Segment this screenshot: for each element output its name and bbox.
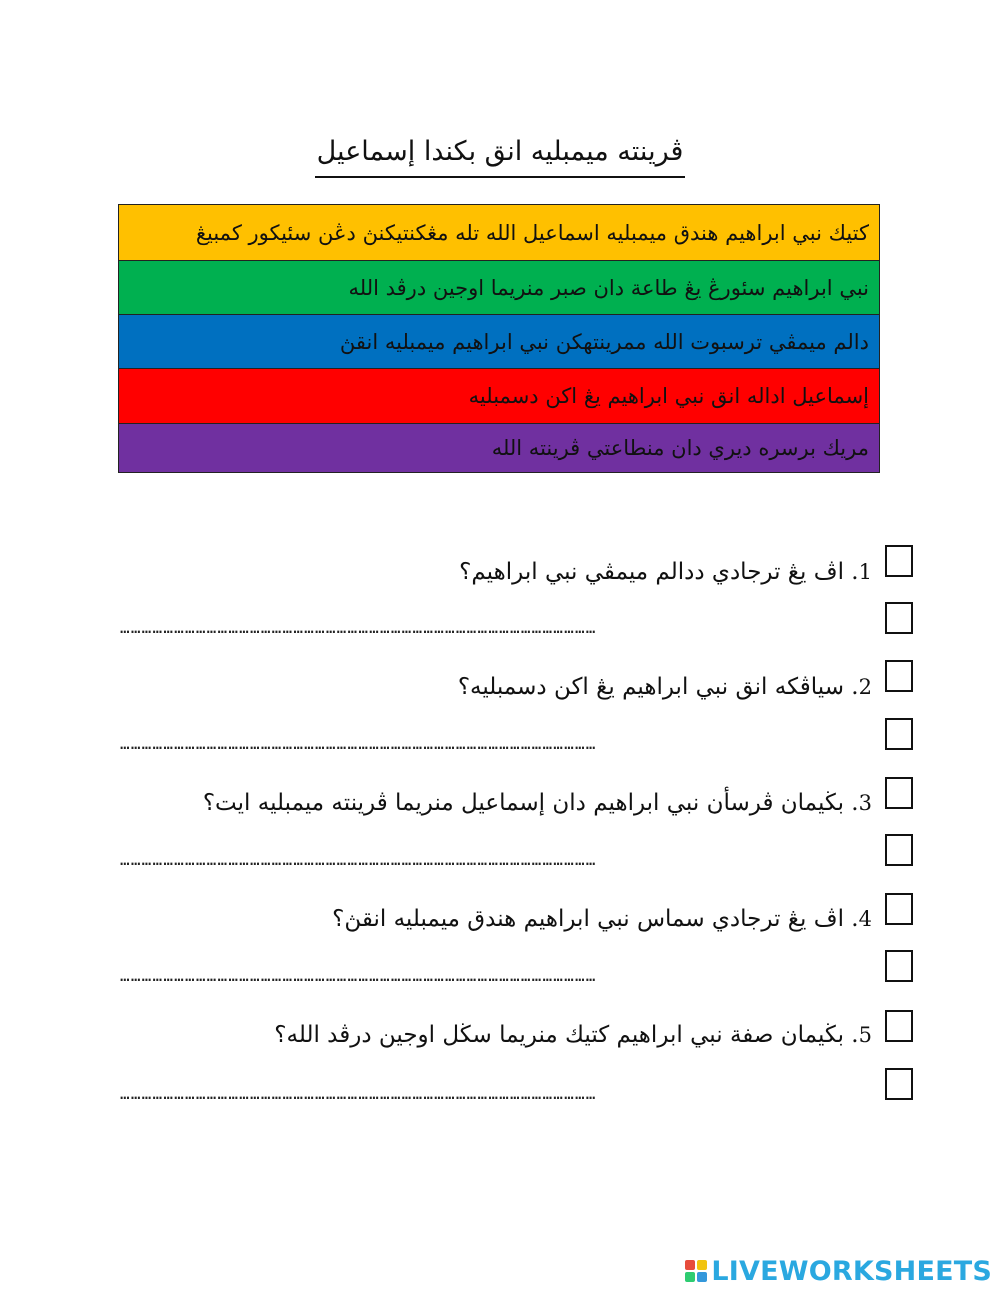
question-text: بڬيمان ڤرسأن نبي ابراهيم دان إسماعيل منريما ڤرينته ميمبليه ايت؟ [202,790,844,816]
question-number: 2 [858,675,872,699]
answer-checkbox-1[interactable] [885,602,913,634]
question-number: 4 [858,907,872,931]
answer-line-4[interactable]: …………………………………………………………………………………………………………………… [120,966,597,985]
info-row-text: كتيك نبي ابراهيم هندق ميمبليه اسماعيل الله تله مڠكنتيكنڽ دڠن سئيكور كمبيڠ [195,220,869,245]
liveworksheets-logo [685,1254,992,1288]
answer-checkbox-4[interactable] [885,950,913,982]
question-2: 2. سياڤكه انق نبي ابراهيم يڠ اكن دسمبليه؟ [457,674,872,700]
logo-blocks-icon [685,1260,707,1282]
question-number: 1 [858,560,872,584]
answer-line-1[interactable]: …………………………………………………………………………………………………………………… [120,618,597,637]
answer-line-2[interactable]: …………………………………………………………………………………………………………………… [120,734,597,753]
info-row-text: نبي ابراهيم سئورڠ يڠ طاعة دان صبر منريما اوجين درڤد الله [348,275,869,300]
question-checkbox-5[interactable] [885,1010,913,1042]
logo-block [697,1272,707,1282]
logo-block [685,1272,695,1282]
question-text: سياڤكه انق نبي ابراهيم يڠ اكن دسمبليه؟ [457,674,844,700]
question-text: بڬيمان صفة نبي ابراهيم كتيك منريما سڬل اوجين درڤد الله؟ [274,1022,844,1048]
question-5: 5. بڬيمان صفة نبي ابراهيم كتيك منريما سڬل اوجين درڤد الله؟ [274,1022,872,1048]
answer-checkbox-5[interactable] [885,1068,913,1100]
brand-name: LIVEWORKSHEETS [711,1255,992,1287]
answer-checkbox-3[interactable] [885,834,913,866]
question-checkbox-4[interactable] [885,893,913,925]
logo-block [697,1260,707,1270]
answer-checkbox-2[interactable] [885,718,913,750]
question-3: 3. بڬيمان ڤرسأن نبي ابراهيم دان إسماعيل منريما ڤرينته ميمبليه ايت؟ [202,790,872,816]
worksheet-title: ڤرينته ميمبليه انق بكندا إسماعيل [315,128,686,178]
question-checkbox-1[interactable] [885,545,913,577]
info-row-text: مريك برسره ديري دان منطاعتي ڤرينته الله [491,436,869,460]
logo-block [685,1260,695,1270]
question-text: اڤ يڠ ترجادي ددالم ميمڤي نبي ابراهيم؟ [459,559,844,585]
answer-line-3[interactable]: …………………………………………………………………………………………………………………… [120,850,597,869]
question-checkbox-3[interactable] [885,777,913,809]
question-1: 1. اڤ يڠ ترجادي ددالم ميمڤي نبي ابراهيم؟ [459,559,872,585]
question-text: اڤ يڠ ترجادي سماس نبي ابراهيم هندق ميمبليه انقڽ؟ [332,906,844,932]
info-row-text: إسماعيل اداله انق نبي ابراهيم يڠ اكن دسمبليه [468,384,869,408]
answer-line-5[interactable]: …………………………………………………………………………………………………………………… [120,1084,597,1103]
question-4: 4. اڤ يڠ ترجادي سماس نبي ابراهيم هندق ميمبليه انقڽ؟ [332,906,872,932]
question-number: 3 [858,791,872,815]
question-number: 5 [858,1023,872,1047]
info-row-text: دالم ميمڤي ترسبوت الله ممرينتهكن نبي ابراهيم ميمبليه انقڽ [339,329,869,354]
question-checkbox-2[interactable] [885,660,913,692]
